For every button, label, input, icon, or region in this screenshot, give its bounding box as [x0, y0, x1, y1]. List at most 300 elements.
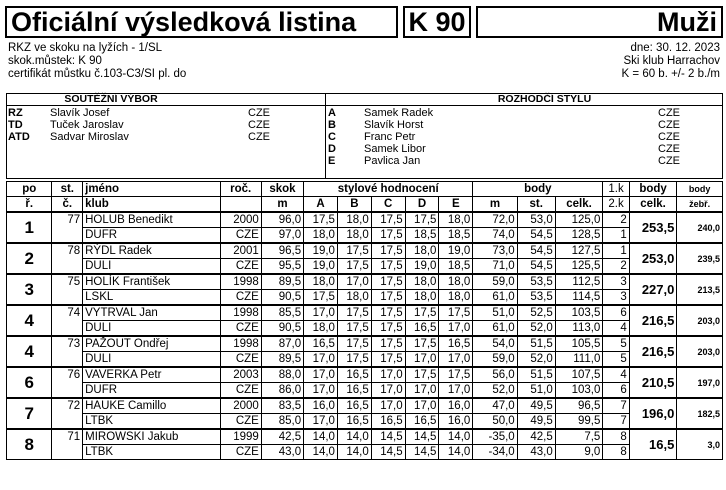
hill-size: K 90 [403, 6, 471, 38]
cell-r1-dist: 83,5 [261, 398, 303, 414]
table-row [7, 429, 723, 445]
cell-nat: CZE [220, 228, 261, 244]
cell-r2-e: 18,0 [439, 290, 473, 306]
judges-role: C [328, 131, 336, 143]
cell-r1-m: 54,0 [473, 336, 517, 352]
header-row-1 [7, 182, 723, 197]
cell-total: 216,5 [629, 305, 677, 336]
cell-bib: 75 [52, 274, 83, 305]
table-row [7, 445, 723, 460]
cell-r2-tot: 111,0 [555, 352, 603, 368]
officials-panel [6, 93, 723, 179]
cell-nat: CZE [220, 321, 261, 337]
cell-r1-m: 56,0 [473, 367, 517, 383]
cell-r1-tot: 105,5 [555, 336, 603, 352]
cell-rank: 8 [7, 429, 52, 460]
cell-r1-dist: 87,0 [261, 336, 303, 352]
cell-r1-c: 17,5 [371, 336, 405, 352]
cell-r2-dist: 90,5 [261, 290, 303, 306]
cell-r2-st: 54,5 [517, 228, 555, 244]
cell-r1-b: 14,0 [337, 429, 371, 445]
cell-name: HOLÍK František [83, 274, 220, 290]
cell-r1-tot: 7,5 [555, 429, 603, 445]
cell-r1-a: 19,0 [304, 243, 338, 259]
cell-r1-m: 73,0 [473, 243, 517, 259]
cell-r2-e: 14,0 [439, 445, 473, 460]
cell-name: VYTRVAL Jan [83, 305, 220, 321]
cell-cup: 182,5 [677, 398, 723, 429]
cell-r1-m: -35,0 [473, 429, 517, 445]
cell-bib: 73 [52, 336, 83, 367]
cell-r1-e: 19,0 [439, 243, 473, 259]
cell-year: 1999 [220, 429, 261, 445]
cell-r2-c: 17,5 [371, 228, 405, 244]
cell-r1-p: 7 [603, 398, 629, 414]
cell-r1-m: 47,0 [473, 398, 517, 414]
cell-r1-st: 54,5 [517, 243, 555, 259]
cell-r2-tot: 113,0 [555, 321, 603, 337]
cell-r1-b: 16,5 [337, 367, 371, 383]
results-table [6, 181, 723, 460]
cell-club: DUFR [83, 228, 220, 244]
cell-bib: 78 [52, 243, 83, 274]
cell-club: LSKL [83, 290, 220, 306]
cell-r1-st: 42,5 [517, 429, 555, 445]
cell-r1-e: 16,5 [439, 336, 473, 352]
col-comp: body [677, 182, 723, 197]
cell-r1-a: 16,0 [304, 398, 338, 414]
cell-r1-e: 17,5 [439, 305, 473, 321]
col-judge-b: B [337, 197, 371, 213]
table-row [7, 352, 723, 368]
cell-r2-p: 5 [603, 352, 629, 368]
cell-r1-m: 72,0 [473, 212, 517, 228]
cell-r1-c: 17,0 [371, 367, 405, 383]
cell-r1-tot: 127,5 [555, 243, 603, 259]
judges-role: D [328, 143, 336, 155]
cell-r1-p: 3 [603, 274, 629, 290]
col-name: jméno [83, 182, 220, 197]
cell-club: DULI [83, 321, 220, 337]
col-st: st. [517, 197, 555, 213]
cell-r2-p: 4 [603, 321, 629, 337]
cell-r1-a: 17,0 [304, 305, 338, 321]
table-row [7, 367, 723, 383]
cell-r2-b: 17,5 [337, 259, 371, 275]
cell-r1-dist: 42,5 [261, 429, 303, 445]
cell-r2-a: 17,0 [304, 383, 338, 399]
cell-r2-p: 3 [603, 290, 629, 306]
judges-title: ROZHODČÍ STYLU [497, 93, 592, 105]
cell-r1-a: 18,0 [304, 274, 338, 290]
cell-r2-m: 59,0 [473, 352, 517, 368]
cell-r2-st: 49,5 [517, 414, 555, 430]
cell-r2-c: 17,5 [371, 321, 405, 337]
committee-nat: CZE [248, 119, 270, 131]
table-row [7, 398, 723, 414]
col-judge-c: C [371, 197, 405, 213]
cell-r2-m: 50,0 [473, 414, 517, 430]
cell-rank: 4 [7, 305, 52, 336]
judges-role: E [328, 155, 336, 167]
cell-r1-tot: 112,5 [555, 274, 603, 290]
col-judge-a: A [304, 197, 338, 213]
cell-r2-p: 7 [603, 414, 629, 430]
event-name: RKZ ve skoku na lyžích - 1/SL [8, 42, 163, 54]
cell-r2-b: 16,5 [337, 414, 371, 430]
cell-r1-d: 18,0 [405, 274, 439, 290]
cell-r2-d: 18,5 [405, 228, 439, 244]
category: Muži [476, 6, 723, 38]
cell-r1-p: 4 [603, 367, 629, 383]
col-jump: skok [261, 182, 303, 197]
col-club: klub [83, 197, 220, 213]
table-row [7, 414, 723, 430]
cell-name: HOLUB Benedikt [83, 212, 220, 228]
cell-r1-a: 17,0 [304, 367, 338, 383]
col-rank: po [7, 182, 52, 197]
cell-r2-b: 14,0 [337, 445, 371, 460]
cell-r2-dist: 97,0 [261, 228, 303, 244]
cell-year: 1998 [220, 274, 261, 290]
cell-bib: 74 [52, 305, 83, 336]
cell-r2-m: -34,0 [473, 445, 517, 460]
cell-rank: 3 [7, 274, 52, 305]
col-k1: 1.k [603, 182, 629, 197]
cell-r2-e: 17,0 [439, 383, 473, 399]
col-k2: 2.k [603, 197, 629, 213]
cell-r2-d: 19,0 [405, 259, 439, 275]
cell-r1-b: 17,5 [337, 243, 371, 259]
cell-r2-c: 17,5 [371, 352, 405, 368]
cell-r2-b: 17,5 [337, 352, 371, 368]
cell-r1-d: 17,5 [405, 305, 439, 321]
table-row [7, 290, 723, 306]
cell-r1-c: 17,5 [371, 212, 405, 228]
cell-nat: CZE [220, 445, 261, 460]
cell-r2-st: 54,5 [517, 259, 555, 275]
cell-r2-b: 16,5 [337, 383, 371, 399]
cell-year: 2003 [220, 367, 261, 383]
organizer: Ski klub Harrachov [623, 55, 720, 67]
table-row [7, 228, 723, 244]
cell-r1-m: 51,0 [473, 305, 517, 321]
col-bib-2: č. [52, 197, 83, 213]
cell-r2-c: 14,5 [371, 445, 405, 460]
cell-r1-b: 17,0 [337, 274, 371, 290]
cell-r1-st: 51,5 [517, 336, 555, 352]
col-total: celk. [555, 197, 603, 213]
cell-r2-e: 17,0 [439, 321, 473, 337]
cell-name: HAUKE Camillo [83, 398, 220, 414]
cell-name: MIROWSKI Jakub [83, 429, 220, 445]
cell-club: LTBK [83, 445, 220, 460]
judges-role: B [328, 119, 336, 131]
judges-name: Samek Radek [364, 107, 434, 119]
cell-club: LTBK [83, 414, 220, 430]
cell-r2-e: 18,5 [439, 259, 473, 275]
cell-r1-c: 17,5 [371, 243, 405, 259]
cell-r2-d: 16,5 [405, 414, 439, 430]
cell-total: 253,0 [629, 243, 677, 274]
table-row [7, 274, 723, 290]
committee-name: Slavík Josef [50, 107, 110, 119]
cell-r1-b: 17,5 [337, 336, 371, 352]
cell-cup: 239,5 [677, 243, 723, 274]
judges-nat: CZE [658, 131, 680, 143]
cell-total: 16,5 [629, 429, 677, 460]
cell-r2-dist: 43,0 [261, 445, 303, 460]
event-date: dne: 30. 12. 2023 [630, 42, 720, 54]
cell-r2-a: 19,0 [304, 259, 338, 275]
judges-name: Slavík Horst [364, 119, 424, 131]
cell-total: 216,5 [629, 336, 677, 367]
page-title: Oficiální výsledková listina [5, 6, 398, 38]
cell-r2-d: 17,0 [405, 352, 439, 368]
cell-r2-m: 52,0 [473, 383, 517, 399]
cell-club: DULI [83, 259, 220, 275]
cell-cup: 203,0 [677, 336, 723, 367]
cell-r2-e: 17,0 [439, 352, 473, 368]
cell-r2-c: 16,5 [371, 414, 405, 430]
cell-r2-d: 14,5 [405, 445, 439, 460]
cell-r1-p: 8 [603, 429, 629, 445]
cell-r1-tot: 125,0 [555, 212, 603, 228]
committee-name: Tuček Jaroslav [50, 119, 124, 131]
cell-r2-d: 16,5 [405, 321, 439, 337]
cell-r1-b: 16,5 [337, 398, 371, 414]
cell-r1-a: 17,5 [304, 212, 338, 228]
cell-nat: CZE [220, 290, 261, 306]
cell-year: 1998 [220, 336, 261, 352]
col-points: body [473, 182, 603, 197]
cell-rank: 1 [7, 212, 52, 243]
cell-r2-st: 53,5 [517, 290, 555, 306]
cell-r2-p: 2 [603, 259, 629, 275]
cell-r2-c: 17,5 [371, 290, 405, 306]
cell-r2-d: 18,0 [405, 290, 439, 306]
committee-nat: CZE [248, 131, 270, 143]
cell-r2-d: 17,0 [405, 383, 439, 399]
cell-r1-p: 5 [603, 336, 629, 352]
event-info [8, 42, 408, 81]
cell-year: 2000 [220, 212, 261, 228]
table-row [7, 336, 723, 352]
cell-r1-b: 17,5 [337, 305, 371, 321]
cell-name: PAŽOUT Ondřej [83, 336, 220, 352]
col-pts: body [629, 182, 677, 197]
col-style: stylové hodnocení [304, 182, 473, 197]
cell-r1-a: 14,0 [304, 429, 338, 445]
cell-cup: 197,0 [677, 367, 723, 398]
cell-r2-b: 18,0 [337, 290, 371, 306]
cell-nat: CZE [220, 352, 261, 368]
cell-r1-e: 17,5 [439, 367, 473, 383]
committee-nat: CZE [248, 107, 270, 119]
cell-r2-tot: 99,5 [555, 414, 603, 430]
cell-r2-dist: 86,0 [261, 383, 303, 399]
cell-r2-tot: 114,5 [555, 290, 603, 306]
cell-r1-tot: 107,5 [555, 367, 603, 383]
cell-r2-a: 17,0 [304, 352, 338, 368]
col-judge-e: E [439, 197, 473, 213]
cell-r1-st: 51,5 [517, 367, 555, 383]
cell-r1-dist: 96,0 [261, 212, 303, 228]
judges-nat: CZE [658, 155, 680, 167]
cell-r1-e: 18,0 [439, 274, 473, 290]
cell-cup: 240,0 [677, 212, 723, 243]
cell-r1-d: 18,0 [405, 243, 439, 259]
committee-name: Sadvar Miroslav [50, 131, 129, 143]
cell-r1-st: 49,5 [517, 398, 555, 414]
cell-nat: CZE [220, 414, 261, 430]
cell-r1-d: 17,0 [405, 398, 439, 414]
cell-cup: 3,0 [677, 429, 723, 460]
cell-r2-m: 61,0 [473, 321, 517, 337]
table-row [7, 212, 723, 228]
cell-total: 210,5 [629, 367, 677, 398]
cell-r1-tot: 96,5 [555, 398, 603, 414]
judges-nat: CZE [658, 107, 680, 119]
cell-r2-b: 18,0 [337, 228, 371, 244]
cell-cup: 213,5 [677, 274, 723, 305]
col-comp-2: žebř. [677, 197, 723, 213]
cell-r1-m: 59,0 [473, 274, 517, 290]
cell-club: DULI [83, 352, 220, 368]
col-judge-d: D [405, 197, 439, 213]
cell-r2-tot: 9,0 [555, 445, 603, 460]
cell-r2-e: 16,0 [439, 414, 473, 430]
table-row [7, 383, 723, 399]
cell-r1-dist: 89,5 [261, 274, 303, 290]
cell-r1-d: 17,5 [405, 212, 439, 228]
cell-r2-dist: 85,0 [261, 414, 303, 430]
cell-r1-c: 17,0 [371, 398, 405, 414]
cell-name: RÝDL Radek [83, 243, 220, 259]
cell-r2-dist: 90,5 [261, 321, 303, 337]
cell-bib: 77 [52, 212, 83, 243]
col-rank-2: ř. [7, 197, 52, 213]
cell-rank: 2 [7, 243, 52, 274]
cell-r1-tot: 103,5 [555, 305, 603, 321]
cell-r2-c: 17,5 [371, 259, 405, 275]
table-row [7, 321, 723, 337]
cell-rank: 6 [7, 367, 52, 398]
cell-r2-tot: 128,5 [555, 228, 603, 244]
cell-r2-a: 18,0 [304, 228, 338, 244]
cell-rank: 4 [7, 336, 52, 367]
committee-title: SOUTĚŽNÍ VÝBOR [64, 93, 158, 105]
cell-r2-a: 17,5 [304, 290, 338, 306]
cell-r2-m: 61,0 [473, 290, 517, 306]
judges-role: A [328, 107, 336, 119]
cell-r2-st: 52,0 [517, 321, 555, 337]
cell-r1-dist: 88,0 [261, 367, 303, 383]
cell-club: DUFR [83, 383, 220, 399]
cell-r1-c: 17,5 [371, 274, 405, 290]
cell-year: 1998 [220, 305, 261, 321]
committee-role: TD [8, 119, 23, 131]
cell-total: 253,5 [629, 212, 677, 243]
cell-year: 2001 [220, 243, 261, 259]
table-row [7, 305, 723, 321]
table-row [7, 243, 723, 259]
cell-r1-d: 17,5 [405, 367, 439, 383]
cell-r1-d: 17,5 [405, 336, 439, 352]
judges-nat: CZE [658, 119, 680, 131]
cell-r1-dist: 85,5 [261, 305, 303, 321]
judges-name: Samek Libor [364, 143, 426, 155]
cell-bib: 72 [52, 398, 83, 429]
cell-nat: CZE [220, 383, 261, 399]
event-meta [400, 42, 720, 81]
cell-r1-p: 6 [603, 305, 629, 321]
col-pts-2: celk. [629, 197, 677, 213]
col-year: roč. [220, 182, 261, 197]
cell-rank: 7 [7, 398, 52, 429]
cell-r2-m: 71,0 [473, 259, 517, 275]
cell-bib: 71 [52, 429, 83, 460]
cell-r2-a: 14,0 [304, 445, 338, 460]
cell-r1-e: 16,0 [439, 398, 473, 414]
cell-nat: CZE [220, 259, 261, 275]
col-jump-unit: m [261, 197, 303, 213]
cell-r2-c: 17,0 [371, 383, 405, 399]
committee-role: ATD [8, 131, 30, 143]
cell-cup: 203,0 [677, 305, 723, 336]
cell-r2-p: 1 [603, 228, 629, 244]
cell-r1-e: 14,0 [439, 429, 473, 445]
cell-r2-dist: 89,5 [261, 352, 303, 368]
cell-r1-b: 18,0 [337, 212, 371, 228]
cell-r2-st: 52,0 [517, 352, 555, 368]
cell-r1-st: 53,0 [517, 212, 555, 228]
judges-name: Pavlica Jan [364, 155, 421, 167]
judges-name: Franc Petr [364, 131, 416, 143]
cell-r1-c: 17,5 [371, 305, 405, 321]
cell-r2-st: 43,0 [517, 445, 555, 460]
cell-r2-p: 8 [603, 445, 629, 460]
cell-r1-e: 18,0 [439, 212, 473, 228]
cell-r2-st: 51,0 [517, 383, 555, 399]
cell-r1-st: 52,5 [517, 305, 555, 321]
cell-r1-a: 16,5 [304, 336, 338, 352]
committee-role: RZ [8, 107, 23, 119]
cell-r1-dist: 96,5 [261, 243, 303, 259]
k-point-value: K = 60 b. +/- 2 b./m [621, 68, 720, 80]
judges-nat: CZE [658, 143, 680, 155]
cell-r2-tot: 103,0 [555, 383, 603, 399]
cell-r2-p: 6 [603, 383, 629, 399]
cell-r2-e: 18,5 [439, 228, 473, 244]
col-m: m [473, 197, 517, 213]
cell-r2-dist: 95,5 [261, 259, 303, 275]
cell-r2-a: 17,0 [304, 414, 338, 430]
cell-name: VAVERKA Petr [83, 367, 220, 383]
cell-year: 2000 [220, 398, 261, 414]
cell-r1-p: 2 [603, 212, 629, 228]
cell-total: 196,0 [629, 398, 677, 429]
cell-r2-b: 17,5 [337, 321, 371, 337]
cell-r2-m: 74,0 [473, 228, 517, 244]
col-bib: st. [52, 182, 83, 197]
cell-r1-st: 53,5 [517, 274, 555, 290]
hill-certificate: certifikát můstku č.103-C3/SI pl. do [8, 68, 187, 80]
table-row [7, 259, 723, 275]
cell-bib: 76 [52, 367, 83, 398]
cell-r1-d: 14,5 [405, 429, 439, 445]
header-row-2 [7, 197, 723, 213]
